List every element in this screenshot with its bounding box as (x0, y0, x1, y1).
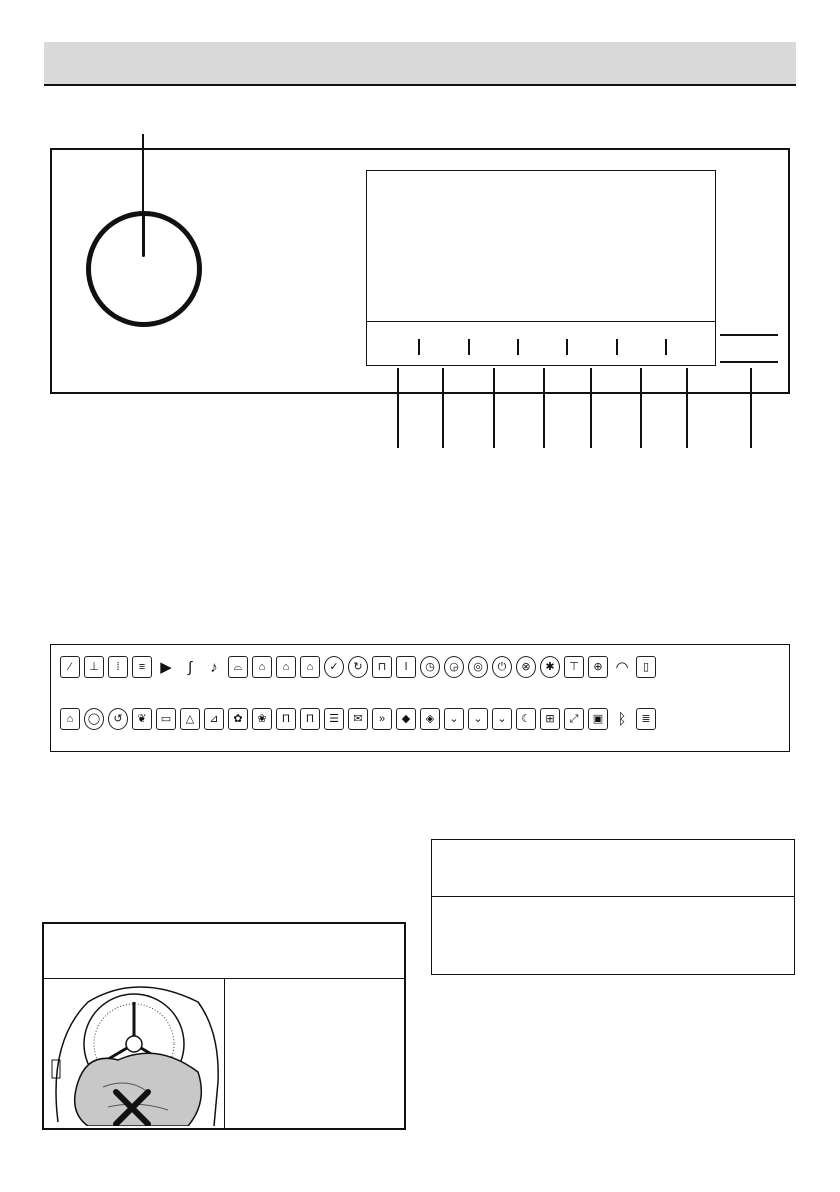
shirt-icon: ⊤ (564, 656, 584, 678)
thermometer-icon: ǀ (396, 656, 416, 678)
flask-icon: ⊿ (204, 708, 224, 730)
callout-line-3 (493, 368, 495, 448)
check-icon: ✓ (324, 656, 344, 678)
globe-icon: ⊕ (588, 656, 608, 678)
drip-icon: ⌄ (444, 708, 464, 730)
play-pause-icon: ▶ (160, 658, 172, 676)
hanger-double-plus-icon: ⌂ (300, 656, 320, 678)
drip-plus-icon: ⌄ (468, 708, 488, 730)
drum-overload-illustration (48, 982, 222, 1126)
trousers-icon: Π (276, 708, 296, 730)
display-button-divider (367, 321, 715, 322)
bedding-icon: ▣ (588, 708, 608, 730)
callout-line-2 (442, 368, 444, 448)
hanger-plus-icon: ⌂ (276, 656, 296, 678)
window-icon: ⊞ (540, 708, 560, 730)
callout-line-1 (397, 368, 399, 448)
button-tick-3 (517, 339, 519, 355)
timer-icon: ◷ (420, 656, 440, 678)
note-box-divider (432, 896, 794, 897)
leaf-icon: ❦ (132, 708, 152, 730)
hanger-icon: ⌂ (252, 656, 272, 678)
scale-icon: ⊥ (84, 656, 104, 678)
delay-icon: ◶ (444, 656, 464, 678)
callout-line-4 (543, 368, 545, 448)
manual-icon: ≣ (636, 708, 656, 730)
phone-icon: ▯ (636, 656, 656, 678)
bell-icon: ♪ (210, 658, 218, 676)
warning-box-column-divider (224, 978, 225, 1128)
cotton-plus-icon: ✿ (228, 708, 248, 730)
warning-box (42, 922, 406, 1130)
quick-icon: » (372, 708, 392, 730)
trousers-plus-icon: Π (300, 708, 320, 730)
callout-line-5 (590, 368, 592, 448)
cotton-icon: ❀ (252, 708, 272, 730)
knob-indicator-mark (142, 213, 145, 257)
towel-icon: ▭ (156, 708, 176, 730)
brush-icon: ⁄ (60, 656, 80, 678)
button-tick-5 (616, 339, 618, 355)
restart-icon: ↻ (348, 656, 368, 678)
note-box (431, 839, 795, 975)
button-tick-1 (418, 339, 420, 355)
section-header-bar (44, 42, 796, 86)
hanger-cabinet-icon: ⌂ (60, 708, 80, 730)
fan-icon: ✱ (540, 656, 560, 678)
flask-plus-icon: △ (180, 708, 200, 730)
cycle-icon: ◯ (84, 708, 104, 730)
symbol-strip (50, 644, 790, 752)
callout-line-7 (686, 368, 688, 448)
symbol-row-2 (60, 708, 656, 730)
callout-line-6 (640, 368, 642, 448)
envelope-icon: ✉ (348, 708, 368, 730)
shield-icon: ◈ (420, 708, 440, 730)
start-button-line-top (720, 334, 778, 336)
iron-icon: ⌓ (228, 656, 248, 678)
knob-callout-line (142, 134, 144, 214)
button-tick-4 (566, 339, 568, 355)
callout-line-8 (750, 368, 752, 448)
eco-icon: ◎ (468, 656, 488, 678)
wifi-icon: ◠ (615, 658, 629, 676)
steam-icon: ∫ (187, 658, 193, 676)
power-icon: ⏻ (492, 656, 512, 678)
display-screen (366, 170, 716, 366)
symbol-row-1 (60, 656, 656, 678)
button-tick-6 (665, 339, 667, 355)
shield-plus-icon: ◆ (396, 708, 416, 730)
expand-icon: ⤢ (564, 708, 584, 730)
drip-double-plus-icon: ⌄ (492, 708, 512, 730)
bluetooth-icon: ᛒ (617, 710, 627, 728)
grid-icon: ⁞ (108, 656, 128, 678)
stack-icon: ☰ (324, 708, 344, 730)
shirt-cycle-icon: ↺ (108, 708, 128, 730)
start-button-line-bottom (720, 361, 778, 363)
night-icon: ☾ (516, 708, 536, 730)
no-spin-icon: ⊗ (516, 656, 536, 678)
button-tick-2 (468, 339, 470, 355)
lock-icon: ⊓ (372, 656, 392, 678)
list-icon: ≡ (132, 656, 152, 678)
